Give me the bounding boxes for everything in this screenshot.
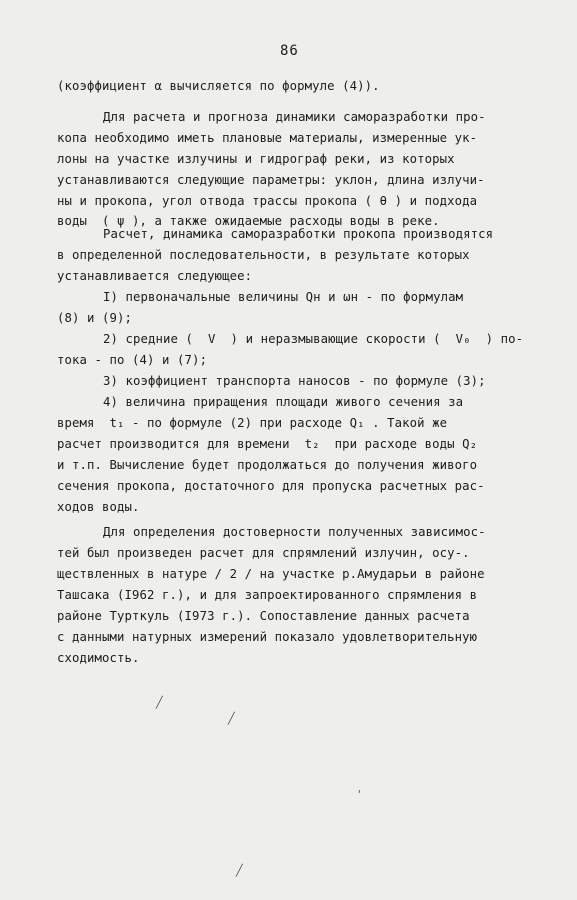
text-line: ходов воды. (57, 500, 140, 514)
page-number: 86 (280, 43, 299, 59)
text-line: (8) и (9); (57, 311, 133, 325)
text-line: воды ( ψ ), а также ожидаемые расходы воды в реке. (57, 214, 440, 228)
scan-mark: ╱ (236, 864, 243, 877)
text-line: (коэффициент α вычисляется по формуле (4)). (57, 79, 380, 93)
scan-mark: ╱ (228, 712, 235, 725)
text-line: ны и прокопа, угол отвода трассы прокопа ( θ ) и подхода (57, 194, 478, 208)
text-line: Расчет, динамика саморазработки прокопа производятся (103, 227, 494, 241)
text-line: Для расчета и прогноза динамики саморазработки про- (103, 110, 486, 124)
list-item: 4) величина приращения площади живого сечения за (103, 395, 464, 409)
text-line: в определенной последовательности, в результате которых (57, 248, 470, 262)
text-line: устанавливается следующее: (57, 269, 253, 283)
scan-mark: ' (356, 788, 363, 801)
text-line: с данными натурных измерений показало удовлетворительную (57, 630, 478, 644)
scan-mark: ╱ (156, 696, 163, 709)
list-item: 2) средние ( V ) и неразмывающие скорости ( V₀ ) по- (103, 332, 524, 346)
text-line: Ташсака (I962 г.), и для запроектированного спрямления в (57, 588, 478, 602)
text-line: лоны на участке излучины и гидрограф реки, из которых (57, 152, 455, 166)
text-line: Для определения достоверности полученных зависимос- (103, 525, 486, 539)
list-item: 3) коэффициент транспорта наносов - по формуле (3); (103, 374, 486, 388)
text-line: тока - по (4) и (7); (57, 353, 208, 367)
text-line: копа необходимо иметь плановые материалы, измеренные ук- (57, 131, 478, 145)
text-line: тей был произведен расчет для спрямлений излучин, осу-. (57, 546, 470, 560)
text-line: ществленных в натуре / 2 / на участке р.Амударьи в районе (57, 567, 485, 581)
text-line: сечения прокопа, достаточного для пропуска расчетных рас- (57, 479, 485, 493)
list-item: I) первоначальные величины Qн и ωн - по формулам (103, 290, 464, 304)
text-line: расчет производится для времени t₂ при расходе воды Q₂ (57, 437, 478, 451)
text-line: сходимость. (57, 651, 140, 665)
text-line: и т.п. Вычисление будет продолжаться до получения живого (57, 458, 478, 472)
text-line: время t₁ - по формуле (2) при расходе Q₁ . Такой же (57, 416, 448, 430)
text-line: районе Турткуль (I973 г.). Сопоставление данных расчета (57, 609, 470, 623)
text-line: устанавливаются следующие параметры: уклон, длина излучи- (57, 173, 485, 187)
